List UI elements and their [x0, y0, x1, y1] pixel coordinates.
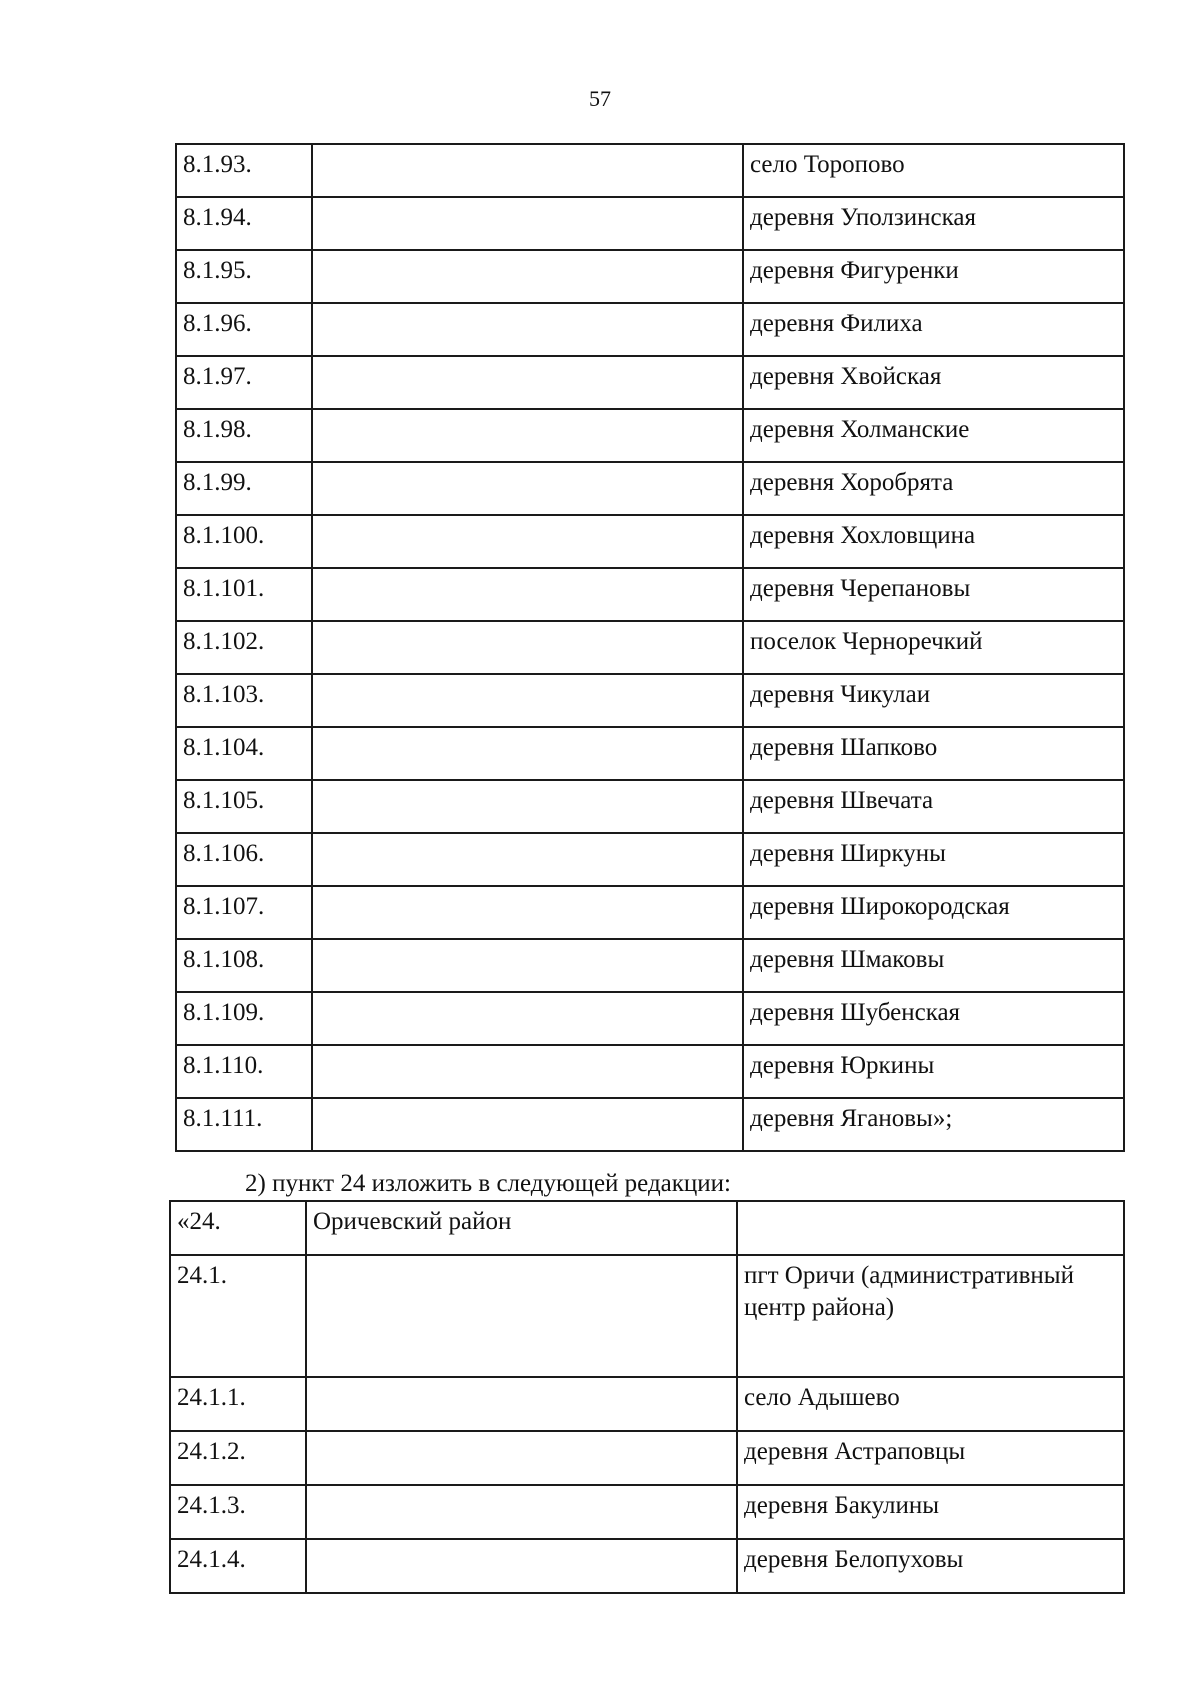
row-name-cell — [312, 462, 743, 515]
row-code-cell: 8.1.105. — [176, 780, 312, 833]
table-row — [170, 1255, 1124, 1377]
row-settlement-cell: деревня Чикулаи — [743, 674, 1124, 727]
row-settlement-cell: деревня Филиха — [743, 303, 1124, 356]
row-name-cell — [312, 303, 743, 356]
row-settlement-cell: село Адышево — [737, 1377, 1124, 1431]
row-name-cell — [312, 568, 743, 621]
row-name-cell — [312, 250, 743, 303]
row-name-cell: Оричевский район — [306, 1201, 737, 1255]
row-settlement-cell: деревня Шубенская — [743, 992, 1124, 1045]
table-row — [170, 1431, 1124, 1485]
row-name-cell — [306, 1255, 737, 1377]
table-row — [176, 303, 1124, 356]
table-row — [176, 674, 1124, 727]
table-row — [176, 992, 1124, 1045]
table-row — [176, 886, 1124, 939]
row-code-cell: «24. — [170, 1201, 306, 1255]
table-body — [170, 1201, 1124, 1593]
row-name-cell — [312, 356, 743, 409]
row-settlement-cell: село Торопово — [743, 144, 1124, 197]
row-code-cell: 8.1.106. — [176, 833, 312, 886]
row-name-cell — [312, 674, 743, 727]
row-settlement-cell: деревня Белопуховы — [737, 1539, 1124, 1593]
table-row — [176, 515, 1124, 568]
table-row — [176, 727, 1124, 780]
row-settlement-cell: деревня Шмаковы — [743, 939, 1124, 992]
row-settlement-cell: пгт Оричи (административный центр района) — [737, 1255, 1124, 1377]
row-name-cell — [312, 515, 743, 568]
table-row — [170, 1201, 1124, 1255]
row-settlement-cell — [737, 1201, 1124, 1255]
table-row — [176, 780, 1124, 833]
row-settlement-cell: деревня Ягановы»; — [743, 1098, 1124, 1151]
row-code-cell: 8.1.104. — [176, 727, 312, 780]
table-row — [170, 1485, 1124, 1539]
page-number: 57 — [589, 86, 611, 111]
row-settlement-cell: деревня Хоробрята — [743, 462, 1124, 515]
row-settlement-cell: деревня Бакулины — [737, 1485, 1124, 1539]
table-row — [176, 197, 1124, 250]
row-code-cell: 24.1.1. — [170, 1377, 306, 1431]
row-code-cell: 8.1.97. — [176, 356, 312, 409]
row-code-cell: 24.1.2. — [170, 1431, 306, 1485]
table-row — [176, 621, 1124, 674]
row-settlement-cell: деревня Астраповцы — [737, 1431, 1124, 1485]
table-row — [170, 1539, 1124, 1593]
row-name-cell — [306, 1377, 737, 1431]
row-settlement-cell: деревня Юркины — [743, 1045, 1124, 1098]
row-code-cell: 8.1.110. — [176, 1045, 312, 1098]
row-code-cell: 8.1.103. — [176, 674, 312, 727]
table-row — [176, 568, 1124, 621]
table-row — [176, 250, 1124, 303]
row-name-cell — [312, 409, 743, 462]
table-row — [176, 462, 1124, 515]
row-name-cell — [312, 197, 743, 250]
table-row — [176, 409, 1124, 462]
row-settlement-cell: деревня Фигуренки — [743, 250, 1124, 303]
row-code-cell: 8.1.100. — [176, 515, 312, 568]
table-row — [170, 1377, 1124, 1431]
row-name-cell — [312, 1045, 743, 1098]
settlements-table-district-8 — [175, 143, 1125, 1152]
row-name-cell — [312, 144, 743, 197]
row-name-cell — [306, 1431, 737, 1485]
row-code-cell: 24.1.3. — [170, 1485, 306, 1539]
row-code-cell: 24.1. — [170, 1255, 306, 1377]
row-settlement-cell: деревня Шапково — [743, 727, 1124, 780]
row-settlement-cell: деревня Хвойская — [743, 356, 1124, 409]
row-settlement-cell: деревня Хохловщина — [743, 515, 1124, 568]
row-name-cell — [312, 939, 743, 992]
row-settlement-cell: поселок Черноречкий — [743, 621, 1124, 674]
row-code-cell: 8.1.99. — [176, 462, 312, 515]
row-settlement-cell: деревня Ширкуны — [743, 833, 1124, 886]
row-name-cell — [306, 1539, 737, 1593]
row-settlement-cell: деревня Широкородская — [743, 886, 1124, 939]
amendment-text: 2) пункт 24 изложить в следующей редакции: — [245, 1170, 731, 1197]
settlements-table-district-24 — [169, 1200, 1125, 1594]
row-name-cell — [312, 833, 743, 886]
row-name-cell — [312, 621, 743, 674]
row-name-cell — [306, 1485, 737, 1539]
row-name-cell — [312, 1098, 743, 1151]
table-row — [176, 356, 1124, 409]
table-row — [176, 833, 1124, 886]
row-name-cell — [312, 886, 743, 939]
row-name-cell — [312, 780, 743, 833]
table-row — [176, 1098, 1124, 1151]
row-code-cell: 8.1.108. — [176, 939, 312, 992]
row-code-cell: 8.1.109. — [176, 992, 312, 1045]
table-body — [176, 144, 1124, 1151]
row-code-cell: 8.1.94. — [176, 197, 312, 250]
row-code-cell: 8.1.95. — [176, 250, 312, 303]
row-code-cell: 24.1.4. — [170, 1539, 306, 1593]
table-row — [176, 1045, 1124, 1098]
row-settlement-cell: деревня Черепановы — [743, 568, 1124, 621]
row-code-cell: 8.1.96. — [176, 303, 312, 356]
row-code-cell: 8.1.102. — [176, 621, 312, 674]
row-name-cell — [312, 992, 743, 1045]
table-row — [176, 144, 1124, 197]
row-code-cell: 8.1.98. — [176, 409, 312, 462]
row-settlement-cell: деревня Уползинская — [743, 197, 1124, 250]
row-settlement-cell: деревня Холманские — [743, 409, 1124, 462]
row-code-cell: 8.1.107. — [176, 886, 312, 939]
table-row — [176, 939, 1124, 992]
row-code-cell: 8.1.101. — [176, 568, 312, 621]
row-settlement-cell: деревня Швечата — [743, 780, 1124, 833]
row-code-cell: 8.1.93. — [176, 144, 312, 197]
row-name-cell — [312, 727, 743, 780]
row-code-cell: 8.1.111. — [176, 1098, 312, 1151]
